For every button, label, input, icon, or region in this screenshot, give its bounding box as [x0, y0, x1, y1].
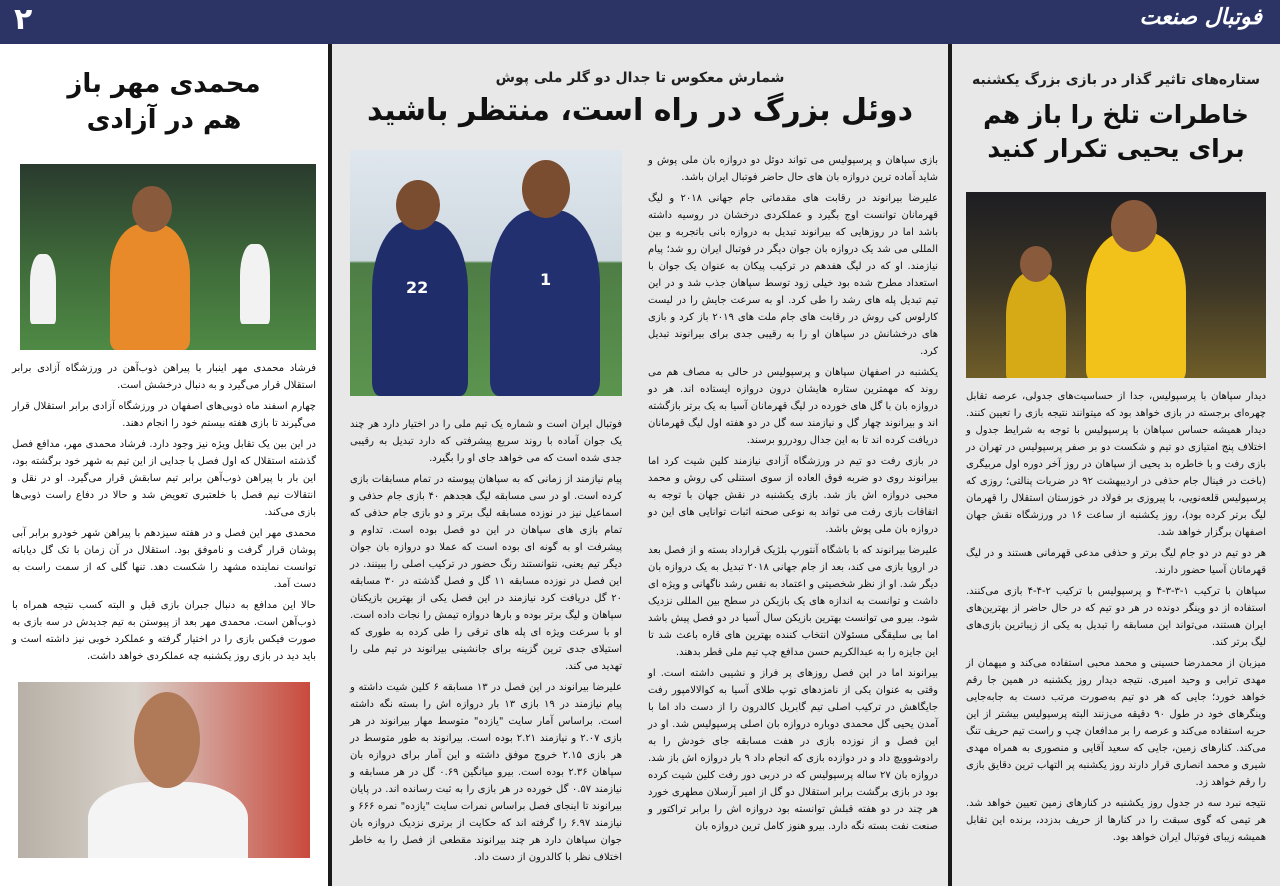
headline-line: برای یحیی تکرار کنید: [987, 134, 1245, 163]
column-separator: [948, 44, 952, 886]
player-figure: [1086, 232, 1186, 378]
paragraph: نتیجه نبرد سه در جدول روز یکشنبه در کنارهای زمین تعیین خواهد شد. هر تیمی که گوی سبقت را در کنارها از حریف بدزدد، برنده این تقابل همیشه زیبای فوتبال ایران خواهد بود.: [966, 798, 1266, 843]
paragraph: بازی سپاهان و پرسپولیس می تواند دوئل دو دروازه بان ملی پوش و شاید آماده ترین دروازه بان های حال حاضر فوتبال ایران باشد.: [648, 155, 938, 183]
right-article-body: [966, 388, 1266, 846]
photo-player-training: [20, 164, 316, 350]
paragraph: چهارم اسفند ماه ذوبی‌های اصفهان در ورزشگاه آزادی برابر استقلال قرار می‌گیرند تا بازی هفته بیستم خود را انجام دهند.: [12, 401, 316, 429]
page-header-bar: [0, 0, 1280, 44]
paragraph: علیرضا بیرانوند که با باشگاه آنتورپ بلژیک قرارداد بسته و از فصل بعد در اروپا بازی می کند، بعد از جام جهانی ۲۰۱۸ تبدیل به یک دروازه بان دیگر شد. او از نظر شخصیتی و اعتماد به نفس رشد ناگهانی و ویژه ای داشت و توانست به اندازه های یک بازیکن در سطح بین المللی نزدیک شود. بیرو می توانست بهترین بازیکن سال آسیا در دو فصل پیش باشد اما بی سلیقگی مسئولان انتخاب کننده بهترین های قاره باعث شد تا این جایزه را به عبدالکریم حسن مدافع چپ تیم ملی قطر بدهند.: [648, 545, 938, 658]
player-head: [1111, 200, 1157, 252]
middle-article: [332, 44, 948, 886]
left-article-body: [12, 360, 316, 665]
left-article-headline: [12, 66, 316, 138]
headline-line: هم در آزادی: [86, 105, 242, 135]
headline-line: محمدی مهر باز: [67, 69, 261, 99]
photo-player-yellow-kit: [966, 192, 1266, 378]
paragraph: بیرانوند اما در این فصل روزهای پر فراز و نشیبی داشته است. او وقتی به عنوان یکی از نامزدهای توپ طلای آسیا به کوالالامپور رفت جایگاهش در ترکیب اصلی تیم گابریل کالدرون را از دست داد اما با آمدن یحیی گل محمدی دوباره دروازه بان اصلی پرسپولیس شد. او در این فصل و از نوزده بازی در هفت مسابقه جای خودش را به رادوشوویچ داد و در دوازده بازی که انجام داد ۹ بار دروازه اش باز شد. دروازه بان ۲۷ ساله پرسپولیس که در دربی دور رفت کلین شیت کرده بود در بازی برگشت برابر استقلال دو گل از امیر آرسلان مطهری خورد هر چند در دو هفته قبلش توانسته بود دروازه اش را برابر تراکتور و صنعت نفت بسته نگه دارد. بیرو هنوز کامل ترین دروازه بان: [648, 668, 938, 832]
player-head: [134, 692, 200, 788]
paragraph: فوتبال ایران است و شماره یک تیم ملی را در اختیار دارد هر چند یک جوان آماده با روند سریع پیشرفتی که دارد تبدیل به رقیبی جدی شده است که می خواهد جای او را بگیرد.: [350, 419, 622, 464]
paragraph: حالا این مدافع به دنبال جبران بازی قبل و البته کسب نتیجه همراه با ذوب‌آهن است. محمدی مهر بعد از پیوستن به تیم جدیدش در سه بازی به صورت فیکس بازی را در اختیار گرفته و عملکرد خوبی نیز داشته است و باید دید در بازی روز یکشنبه چه عملکردی خواهد داشت.: [12, 600, 316, 662]
paragraph: فرشاد محمدی مهر اینبار با پیراهن ذوب‌آهن در ورزشگاه آزادی برابر استقلال قرار می‌گیرد و به دنبال درخشش است.: [12, 363, 316, 391]
paragraph: میزبان از محمدرضا حسینی و محمد محبی استفاده می‌کند و میهمان از مهدی ترابی و وحید امیری. نتیجه دیدار روز یکشنبه در همین جا رقم خواهد خورد؛ جایی که هر دو تیم به‌صورت مرتب دست به جابه‌جایی وینگرهای خود در طول ۹۰ دقیقه می‌زنند البته پرسپولیس بیشتر از این حربه استفاده می‌کند و عرصه را بر مدافعان چپ و راست تیم حریف تنگ می‌کند. کنارهای زمین، جایی که سعید آقایی و منصوری به همراه مهدی شیری و محمد انصاری قرار دارند روز یکشنبه پر التهاب ترین دقایق بازی را رقم خواهد زد.: [966, 658, 1266, 788]
player-figure: [88, 782, 248, 858]
jersey-number: 1: [540, 270, 552, 289]
paragraph: یکشنبه در اصفهان سپاهان و پرسپولیس در حالی به مصاف هم می روند که مهمترین ستاره هایشان درون دروازه ایستاده اند. هر دو دروازه بان با گل های خورده در لیگ قهرمانان آسیا به یک برتر بازگشته اند و بیرانوند چهار گل و نیازمند سه گل در دو هفته اول لیگ قهرمانان دریافت کرده اند تا به این جدال رودررو برسند.: [648, 367, 938, 446]
column-separator: [328, 44, 332, 886]
player-head: [396, 180, 440, 230]
photo-goalkeepers: [350, 150, 622, 396]
paragraph: در این بین یک تقابل ویژه نیز وجود دارد. فرشاد محمدی مهر، مدافع فصل گذشته استقلال که اول فصل با جدایی از این تیم به شهر خود برگشته بود، این بار با پیراهن ذوب‌آهن برابر تیم سابقش قرار می‌گیرد. او در نقل و انتقالات نیم فصل با خلعتبری تعویض شد و حالا در دفاع راست ذوبی‌ها بازی می‌کند.: [12, 439, 316, 518]
headline-line: خاطرات تلخ را باز هم: [983, 100, 1249, 129]
right-article-kicker: ستاره‌های تاثیر گذار در بازی بزرگ یکشنبه: [972, 72, 1260, 88]
paragraph: علیرضا بیرانوند در رقابت های مقدماتی جام جهانی ۲۰۱۸ و لیگ قهرمانان توانست اوج بگیرد و عملکردی درخشان در روسیه داشته باشد اما در روزهایی که بیرانوند تبدیل به دروازه بانی باتجربه و بین المللی می شد یک دروازه بان جوان دیگر در فوتبال ایران رو شد؛ پیام نیازمند. او که در لیگ هفدهم در ترکیب پیکان به عنوان یک جوان با استعداد مطرح شده بود خیلی زود توسط سپاهان جذب شد و در این تیم تبدیل پله های رشد را طی کرد. او به سرعت جایش را در لیست کارلوس کی روش در رقابت های جام ملت های ۲۰۱۹ باز کرد و بازی های درخشانش در سپاهان او را به رقیبی جدی برای بیرانوند تبدیل کرد.: [648, 193, 939, 357]
player-head: [522, 160, 570, 218]
player-head: [132, 186, 172, 232]
paragraph: سپاهان با ترکیب ۱-۳-۳-۴ و پرسپولیس با ترکیب ۲-۴-۴ بازی می‌کنند. استفاده از دو وینگر دونده در هر دو تیم که در حال حاضر از بهترین‌های ایران هستند، می‌تواند این مسابقه را تبدیل به یکی از زیباترین بازی‌های لیگ برتر کند.: [966, 586, 1266, 648]
paragraph: پیام نیازمند از زمانی که به سپاهان پیوسته در تمام مسابقات بازی کرده است. او در سی مسابقه لیگ هجدهم ۴۰ بازی جام حذفی و اسماعیل نیز در نوزده مسابقه لیگ برتر و دو بازی جام حذفی که تمام بازی های سپاهان در این دو فصل بوده است. تداوم و پیشرفت او به گونه ای بوده است که عملا دو دروازه بان جوان دیگر تیم یعنی، نتوانستند رنگ حضور در ترکیب اصلی را ببینند. در این فصل در نوزده مسابقه ۱۱ گل و فصل گذشته در ۳۰ مسابقه ۲۰ گل دریافت کرد نیازمند در این فصل یکی از بهترین بازیکنان سپاهان و لیگ برتر بوده و بارها دروازه تیمش را نجات داده است. او با سرعت ویژه ای پله های ترقی را طی کرده به طوری که استیلای جدی ترین گزینه برای جانشینی بیرانوند در تیم ملی را تهدید می کند.: [350, 474, 622, 672]
middle-article-body-left: [350, 416, 622, 870]
player-figure: [30, 254, 56, 324]
left-article: [0, 44, 328, 886]
paragraph: علیرضا بیرانوند در این فصل در ۱۳ مسابقه ۶ کلین شیت داشته و پیام نیازمند در ۱۹ بازی ۱۳ بار دروازه اش را بسته نگه داشته است. براساس آمار سایت "یازده" متوسط مهار بیرانوند در هر بازی ۲.۰۷ و نیازمند ۲.۲۱ بوده است. بیرانوند به طور متوسط در هر بازی ۲.۱۵ خروج موفق داشته و این آمار برای دروازه بان سپاهان ۲.۳۶ بوده است. بیرو میانگین ۰.۶۹ گل در هر مسابقه و نیازمند ۰.۵۷ گل خورده در هر بازی را به ثبت رسانده اند. در پایان بیرانوند تا اینجای فصل براساس نمرات سایت "یازده" نمره ۶۶۶ و نیازمند ۶.۹۷ را گرفته اند که حکایت از برتری نزدیک دروازه بان جوان سپاهان دارد هر چند بیرانوند مقطعی از فصل را به خاطر اختلاف نظر با کالدرون از دست داد.: [350, 682, 623, 863]
middle-article-body-right: [648, 152, 938, 839]
paragraph: هر دو تیم در دو جام لیگ برتر و حذفی مدعی قهرمانی هستند و در لیگ قهرمانان آسیا حضور دارند.: [966, 548, 1266, 576]
right-article-headline: [966, 98, 1266, 166]
paragraph: در بازی رفت دو تیم در ورزشگاه آزادی نیازمند کلین شیت کرد اما بیرانوند روی دو ضربه فوق العاده از سوی استنلی کی روش و محمد محبی دروازه اش باز شد. بازی یکشنبه در نقش جهان با توجه به اتفاقات بازی رفت می تواند به نوعی صحنه اثبات توانایی های این دو دروازه بان ملی پوش باشد.: [648, 456, 938, 535]
page-number: ۲: [14, 2, 33, 37]
publication-logo: فوتبال صنعت: [1139, 4, 1262, 30]
player-figure: [372, 220, 468, 396]
photo-player-portrait: [18, 682, 310, 858]
right-article: [952, 44, 1280, 886]
player-figure: [490, 210, 600, 396]
player-head: [1020, 246, 1052, 282]
player-figure: [1006, 272, 1066, 378]
player-figure: [110, 224, 190, 350]
paragraph: محمدی مهر این فصل و در هفته سیزدهم با پیراهن شهر خودرو برابر آبی پوشان قرار گرفت و ناموفق بود. استقلال در آن زمان با تک گل دیاباته توانست نماینده مشهد را شکست دهد. تنها گلی که از سمت راست به دست آمد.: [12, 528, 316, 590]
player-figure: [240, 244, 270, 324]
middle-article-headline: دوئل بزرگ در راه است، منتظر باشید: [366, 93, 914, 128]
jersey-number: 22: [406, 278, 429, 297]
paragraph: دیدار سپاهان با پرسپولیس، جدا از حساسیت‌های جدولی، عرصه تقابل چهره‌ای برجسته در بازی خواهد بود که میتوانند نتیجه بازی را تعیین کنند. دیدار همیشه حساس سپاهان با پرسپولیس با توجه به شرایط جدول و اختلاف پنج امتیازی دو تیم و شکست دو بر صفر پرسپولیس در تهران در بازی رفت و با خاطره بد یحیی از سپاهان در روز آخر دوره اول مربیگری (باخت در فینال جام حذفی در اردیبهشت ۹۲ در ضربات پنالتی؛ روزی که پرسپولیس قلعه‌نویی، با پیروزی بر فولاد در خوزستان استقلال را قهرمان لیگ برتر کرده بود)، روز یکشنبه از ساعت ۱۶ در ورزشگاه نقش جهان اصفهان برگزار خواهد شد.: [966, 391, 1266, 538]
middle-article-kicker: شمارش معکوس تا جدال دو گلر ملی پوش: [495, 70, 785, 86]
